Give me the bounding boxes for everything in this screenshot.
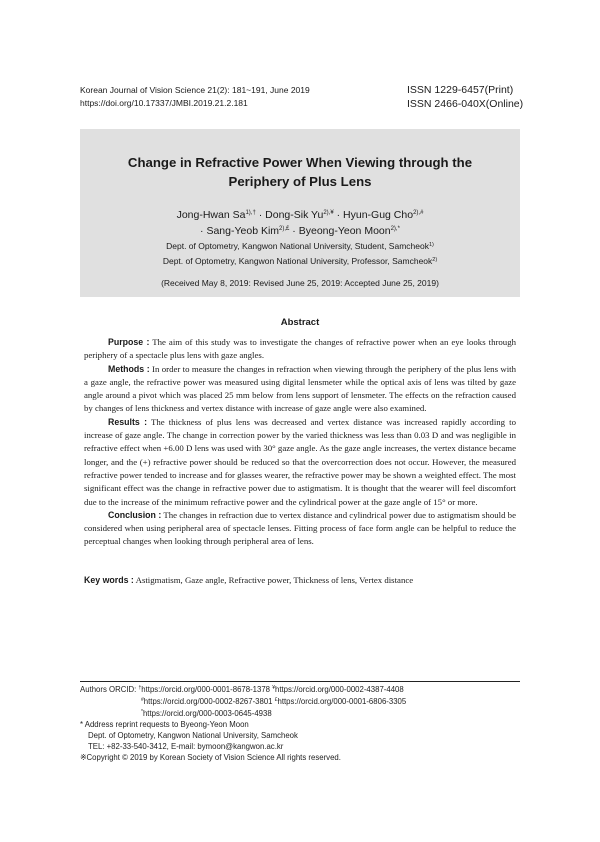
received-dates: (Received May 8, 2019: Revised June 25, 2019: Accepted June 25, 2019) — [161, 278, 439, 288]
orcid-row-3 — [80, 707, 520, 719]
keywords-label: Key words : — [84, 575, 134, 585]
abstract-conclusion — [84, 509, 516, 549]
keywords — [84, 575, 516, 585]
orcid-link[interactable]: https://orcid.org/000-0002-4387-4408 — [274, 685, 404, 694]
reprint-contact: TEL: +82-33-540-3412, E-mail: bymoon@kangwon.ac.kr — [88, 742, 284, 751]
author-separator: · — [200, 225, 207, 237]
title-banner — [80, 129, 520, 297]
author-name: Sang-Yeob Kim — [206, 225, 280, 237]
copyright: ※Copyright © 2019 by Korean Society of Vision Science All rights reserved. — [80, 753, 341, 762]
title-line-2: Periphery of Plus Lens — [228, 174, 372, 189]
reprint-dept: Dept. of Optometry, Kangwon National University, Samcheok — [88, 731, 298, 740]
author-mark: 2),¥ — [323, 210, 334, 216]
doi-link[interactable]: https://doi.org/10.17337/JMBI.2019.21.2.181 — [80, 98, 248, 108]
abstract-results — [84, 416, 516, 509]
affiliation-text: Dept. of Optometry, Kangwon National University, Student, Samcheok — [166, 241, 429, 251]
title-line-1: Change in Refractive Power When Viewing through the — [127, 155, 473, 170]
author-separator: · — [333, 209, 344, 221]
author-separator: · — [255, 209, 266, 221]
abstract-purpose — [84, 336, 516, 363]
abstract-methods — [84, 363, 516, 416]
results-text: The thickness of plus lens was decreased and vertex distance was increased rapidly according to increase of gaze angle. The change in correction power by the varied thickness was less than 0.03 D and was negligible in refractive effect when +6.00 D lens was used with 30° gaze angle. As the gaze angle increases, the vertex distance became longer, and the (+) refractive power should be reduced so that the overcorrection does not occur. However, the measured refractive power tended to increase and for glasses wearer, the refractive power may be shown a weighted effect. The most significant effect was the change in refractive power due to astigmatism. It is thought that the wearer will feel discomfort due to the increase of the minimum refractive power and the cylindrical power at the gaze angle of 15° or more. — [84, 416, 516, 507]
orcid-label: Authors ORCID: — [80, 685, 137, 694]
author-mark: 2),# — [413, 210, 424, 216]
keywords-text: Astigmatism, Gaze angle, Refractive power, Thickness of lens, Vertex distance — [133, 575, 414, 585]
author-mark: 2),£ — [279, 226, 290, 232]
journal-citation: Korean Journal of Vision Science 21(2): 181~191, June 2019 — [80, 85, 310, 95]
author-separator: · — [289, 225, 299, 237]
footnotes — [80, 683, 520, 763]
orcid-link[interactable]: https://orcid.org/000-0001-6806-3305 — [277, 697, 407, 706]
author-name: Byeong-Yeon Moon — [298, 225, 391, 237]
conclusion-label: Conclusion : — [108, 509, 162, 520]
orcid-row-1 — [80, 683, 520, 695]
orcid-mark: £ — [274, 697, 278, 703]
purpose-label: Purpose : — [108, 337, 150, 347]
methods-text: In order to measure the changes in refraction when viewing through the periphery of the plus lens with a gaze angle, the refractive power was measured using digital lensmeter while the optical axis of lens was tilted by gaze angle around a pivot which was placed 25 mm below from lens support of lensmeter. The effects on the refraction caused by changes of lens thickness and vertex distance with increase of gaze angle were also examined. — [84, 363, 516, 414]
orcid-mark: ¥ — [272, 685, 275, 691]
abstract-body — [84, 336, 516, 549]
paper-title — [80, 153, 520, 191]
footnote-divider — [80, 681, 520, 682]
issn-print: ISSN 1229-6457(Print) — [407, 84, 514, 96]
author-name: Jong-Hwan Sa — [176, 209, 246, 221]
journal-citation-block — [80, 84, 310, 110]
affiliation-text: Dept. of Optometry, Kangwon National University, Professor, Samcheok — [162, 256, 433, 266]
orcid-row-2 — [80, 695, 520, 707]
author-line-1 — [80, 206, 520, 222]
orcid-link[interactable]: https://orcid.org/000-0002-8267-3801 — [143, 697, 273, 706]
affiliation-1 — [80, 239, 520, 253]
author-name: Hyun-Gug Cho — [343, 209, 414, 221]
affiliation-mark: 2) — [432, 257, 438, 263]
orcid-link[interactable]: https://orcid.org/000-0003-0645-4938 — [142, 709, 272, 718]
orcid-mark: † — [138, 685, 142, 691]
orcid-link[interactable]: https://orcid.org/000-0001-8678-1378 — [141, 685, 271, 694]
conclusion-text: The changes in refraction due to vertex distance and cylindrical power due to astigmatism should be considered when using peripheral area of spectacle lenses. Fitting process of face form angle can be helpful to reduce the perceptual changes when looking through peripheral area of lens. — [84, 509, 516, 547]
affiliation-mark: 1) — [428, 242, 434, 248]
affiliation-2 — [80, 254, 520, 268]
abstract-heading: Abstract — [280, 317, 320, 328]
orcid-mark: * — [141, 709, 143, 715]
issn-block — [407, 83, 523, 111]
results-label: Results : — [108, 416, 148, 427]
issn-online: ISSN 2466-040X(Online) — [407, 98, 524, 110]
author-line-2 — [80, 222, 520, 238]
author-mark: 2),* — [390, 226, 400, 232]
author-mark: 1),† — [245, 210, 256, 216]
author-name: Dong-Sik Yu — [265, 209, 324, 221]
orcid-mark: # — [141, 697, 144, 703]
purpose-text: The aim of this study was to investigate the changes of refractive power when an eye looks through periphery of a spectacle plus lens with gaze angles. — [84, 337, 517, 361]
reprint-request: * Address reprint requests to Byeong-Yeon Moon — [80, 720, 249, 729]
methods-label: Methods : — [108, 363, 150, 374]
